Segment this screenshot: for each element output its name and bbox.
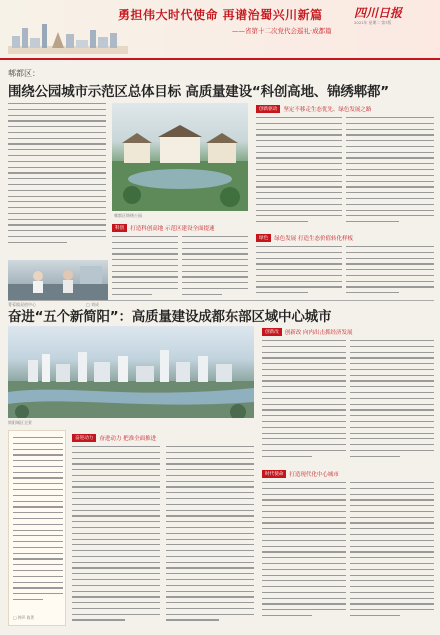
article2-title: 奋进“五个新简阳”：高质量建设成都东部区域中心城市 bbox=[8, 309, 332, 325]
article1-photo-caption-1: 郫都区锦绣公园 bbox=[114, 213, 142, 218]
article1-column-r3 bbox=[256, 246, 342, 298]
page-slogan: 勇担伟大时代使命 再谱治蜀兴川新篇 bbox=[118, 8, 323, 22]
article2-column-r4 bbox=[350, 482, 434, 626]
article1-photo-lab bbox=[8, 260, 108, 300]
article1-photo-caption-2: 菁蓉镇双创中心 bbox=[8, 302, 36, 307]
subhead-tag: 奋进动力 bbox=[72, 434, 96, 442]
newspaper-masthead: 四川日报 bbox=[354, 6, 403, 20]
article1-column-m1 bbox=[112, 236, 178, 300]
section-divider bbox=[8, 300, 434, 301]
article1-title: 围绕公园城市示范区总体目标 高质量建设“科创高地、锦绣郫都” bbox=[8, 84, 389, 100]
article1-lead-column bbox=[8, 103, 106, 255]
page-subslogan: ——省第十二次党代会巡礼·成都篇 bbox=[232, 27, 332, 35]
cityscape-icon bbox=[8, 326, 254, 418]
article2-subhead-1 bbox=[262, 326, 353, 337]
lab-scene-icon bbox=[8, 260, 108, 300]
article2-photo-caption: 简阳城区全景 bbox=[8, 420, 32, 425]
city-skyline-icon bbox=[8, 18, 128, 54]
article2-column-r1 bbox=[262, 340, 346, 464]
subhead-text: 绿色发展 打造生态价值转化样板 bbox=[274, 235, 353, 242]
article1-column-m2 bbox=[182, 236, 248, 300]
subhead-tag: 时代使命 bbox=[262, 470, 286, 478]
article2-sidebar bbox=[8, 430, 66, 626]
subhead-tag: 绿色 bbox=[256, 234, 271, 242]
subhead-text: 打造现代化中心城市 bbox=[289, 471, 339, 478]
article1-author: □ 刘成 bbox=[86, 302, 100, 307]
header-divider bbox=[0, 58, 440, 60]
article2-column-r3 bbox=[262, 482, 346, 626]
article1-subhead-3 bbox=[256, 232, 353, 243]
subhead-text: 创新改 向内出击抓经济发展 bbox=[284, 329, 353, 336]
subhead-tag: 科创 bbox=[112, 224, 127, 232]
article1-subhead-1 bbox=[256, 103, 371, 114]
article1-subhead-2 bbox=[112, 222, 214, 233]
edition-info: 2021年 星期二 第7版 bbox=[354, 20, 392, 25]
article2-photo-city bbox=[8, 326, 254, 418]
subhead-text: 坚定不移走生态优先、绿色发展之路 bbox=[283, 106, 372, 113]
subhead-text: 打造科创高地 示范区建设全面提速 bbox=[130, 225, 215, 232]
article1-kicker: 郫都区： bbox=[8, 69, 40, 78]
article2-subhead-3 bbox=[262, 468, 339, 479]
article1-column-r1 bbox=[256, 117, 342, 227]
subhead-tag: 创新驱动 bbox=[256, 105, 280, 113]
page-banner bbox=[0, 0, 440, 58]
article1-column-r4 bbox=[346, 246, 434, 298]
article1-column-r2 bbox=[346, 117, 434, 227]
article2-column-m2 bbox=[166, 446, 254, 626]
subhead-text: 奋进动力 把准全面推进 bbox=[99, 435, 157, 442]
article2-column-r2 bbox=[350, 340, 434, 464]
article1-photo-park bbox=[112, 103, 248, 211]
article2-column-m1 bbox=[72, 446, 160, 626]
article2-subhead-2 bbox=[72, 432, 156, 443]
park-landscape-icon bbox=[112, 103, 248, 211]
article2-author: □ 钟声 陈菁 bbox=[13, 615, 35, 620]
sidebar-text bbox=[13, 437, 63, 607]
subhead-tag: 创新改 bbox=[262, 328, 282, 336]
